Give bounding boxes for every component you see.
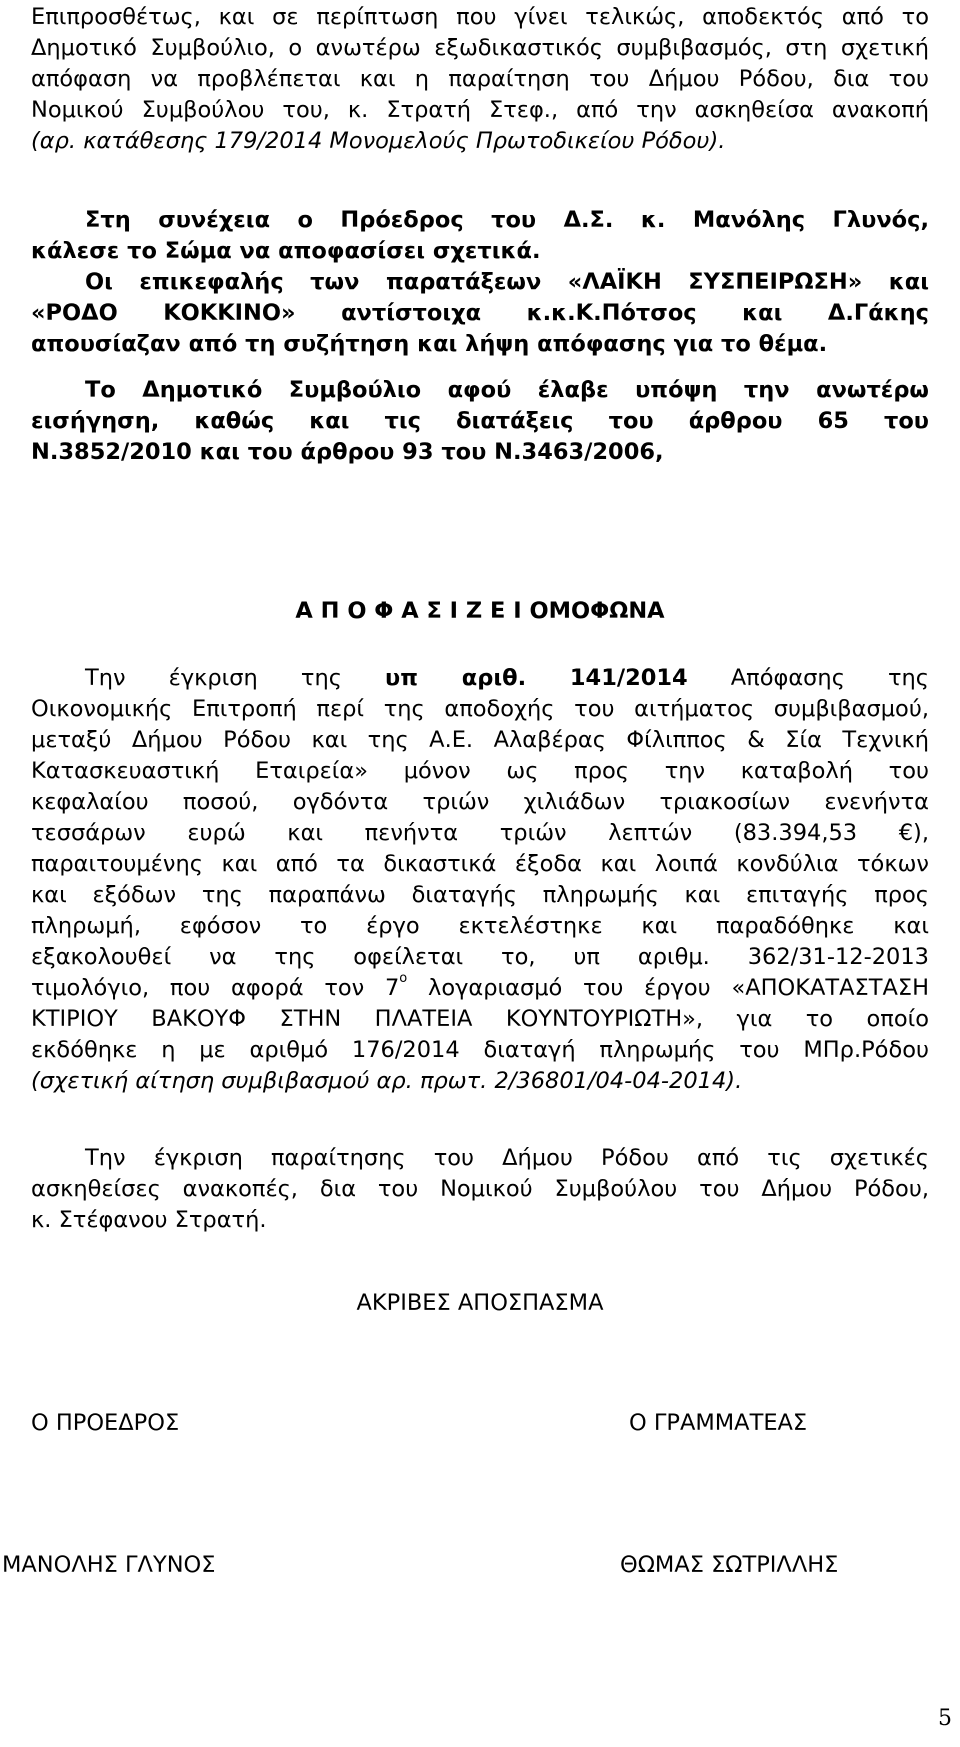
paragraph-4-line-1 <box>85 663 929 693</box>
paragraph-5-line-2: ασκηθείσες ανακοπές, δια του Νομικού Συμβούλου του Δήμου Ρόδου, <box>31 1176 929 1202</box>
approval-prefix: Την έγκριση της <box>85 665 386 691</box>
extract-title: ΑΚΡΙΒΕΣ ΑΠΟΣΠΑΣΜΑ <box>356 1290 604 1316</box>
paragraph-3-line-2: εισήγηση, καθώς και τις διατάξεις του άρθρου 65 του <box>31 408 929 434</box>
paragraph-2-line-2: κάλεσε το Σώμα να αποφασίσει σχετικά. <box>31 238 541 264</box>
secretary-role: Ο ΓΡΑΜΜΑΤΕΑΣ <box>629 1410 808 1436</box>
president-name: ΜΑΝΟΛΗΣ ΓΛΥΝΟΣ <box>2 1552 216 1578</box>
paragraph-4-line-13: εκδόθηκε η με αριθμό 176/2014 διαταγή πληρωμής του ΜΠρ.Ρόδου <box>31 1037 929 1063</box>
approval-suffix: Απόφασης της <box>687 665 929 691</box>
decision-reference: υπ αριθ. 141/2014 <box>385 665 688 691</box>
ordinal-superscript: ο <box>399 971 408 986</box>
paragraph-4-line-7: παραιτουμένης και από τα δικαστικά έξοδα και λοιπά κονδύλια τόκων <box>31 851 929 877</box>
paragraph-1-line-5: (αρ. κατάθεσης 179/2014 Μονομελούς Πρωτοδικείου Ρόδου). <box>31 128 726 154</box>
paragraph-2-line-1: Στη συνέχεια ο Πρόεδρος του Δ.Σ. κ. Μανόλης Γλυνός, <box>85 207 929 233</box>
paragraph-4-line-3: μεταξύ Δήμου Ρόδου και της Α.Ε. Αλαβέρας Φίλιππος & Σία Τεχνική <box>31 727 929 753</box>
paragraph-4-line-4: Κατασκευαστική Εταιρεία» μόνον ως προς την καταβολή του <box>31 758 929 784</box>
paragraph-1-line-1: Επιπροσθέτως, και σε περίπτωση που γίνει τελικώς, αποδεκτός από το <box>31 4 929 30</box>
paragraph-1-line-4: Νομικού Συμβούλου του, κ. Στρατή Στεφ., από την ασκηθείσα ανακοπή <box>31 97 929 123</box>
paragraph-4-line-11 <box>31 973 929 1003</box>
paragraph-5-line-1: Την έγκριση παραίτησης του Δήμου Ρόδου από τις σχετικές <box>85 1145 929 1171</box>
paragraph-4-line-8: και εξόδων της παραπάνω διαταγής πληρωμής και επιταγής προς <box>31 882 929 908</box>
president-role: Ο ΠΡΟΕΔΡΟΣ <box>31 1410 180 1436</box>
paragraph-4-line-12: ΚΤΙΡΙΟΥ ΒΑΚΟΥΦ ΣΤΗΝ ΠΛΑΤΕΙΑ ΚΟΥΝΤΟΥΡΙΩΤΗ», για το οποίο <box>31 1006 929 1032</box>
decision-heading: Α Π Ο Φ Α Σ Ι Ζ Ε Ι ΟΜΟΦΩΝΑ <box>295 598 665 624</box>
secretary-name: ΘΩΜΑΣ ΣΩΤΡΙΛΛΗΣ <box>620 1552 839 1578</box>
page-number: 5 <box>938 1706 952 1731</box>
paragraph-4-line-6: τεσσάρων ευρώ και πενήντα τριών λεπτών (83.394,53 €), <box>31 820 929 846</box>
paragraph-5-line-3: κ. Στέφανου Στρατή. <box>31 1207 267 1233</box>
paragraph-3-line-1: Το Δημοτικό Συμβούλιο αφού έλαβε υπόψη την ανωτέρω <box>85 377 929 403</box>
paragraph-4-line-5: κεφαλαίου ποσού, ογδόντα τριών χιλιάδων τριακοσίων ενενήντα <box>31 789 929 815</box>
paragraph-2-line-5: απουσίαζαν από τη συζήτηση και λήψη απόφασης για το θέμα. <box>31 331 828 357</box>
paragraph-2-line-3: Οι επικεφαλής των παρατάξεων «ΛΑΪΚΗ ΣΥΣΠΕΙΡΩΣΗ» και <box>85 269 929 295</box>
paragraph-1-line-3: απόφαση να προβλέπεται και η παραίτηση του Δήμου Ρόδου, δια του <box>31 66 929 92</box>
paragraph-4-line-9: πληρωμή, εφόσον το έργο εκτελέστηκε και παραδόθηκε και <box>31 913 929 939</box>
paragraph-4-line-10: εξακολουθεί να της οφείλεται το, υπ αριθμ. 362/31-12-2013 <box>31 944 929 970</box>
paragraph-1-line-2: Δημοτικό Συμβούλιο, ο ανωτέρω εξωδικαστικός συμβιβασμός, στη σχετική <box>31 35 929 61</box>
invoice-text: τιμολόγιο, που αφορά τον 7 <box>31 975 400 1001</box>
project-text: λογαριασμό του έργου «ΑΠΟΚΑΤΑΣΤΑΣΗ <box>407 975 930 1001</box>
paragraph-3-line-3: Ν.3852/2010 και του άρθρου 93 του Ν.3463/2006, <box>31 439 664 465</box>
paragraph-4-line-2: Οικονομικής Επιτροπή περί της αποδοχής του αιτήματος συμβιβασμού, <box>31 696 929 722</box>
paragraph-4-line-14: (σχετική αίτηση συμβιβασμού αρ. πρωτ. 2/36801/04-04-2014). <box>31 1068 743 1094</box>
paragraph-2-line-4: «ΡΟΔΟ ΚΟΚΚΙΝΟ» αντίστοιχα κ.κ.Κ.Πότσος και Δ.Γάκης <box>31 300 929 326</box>
